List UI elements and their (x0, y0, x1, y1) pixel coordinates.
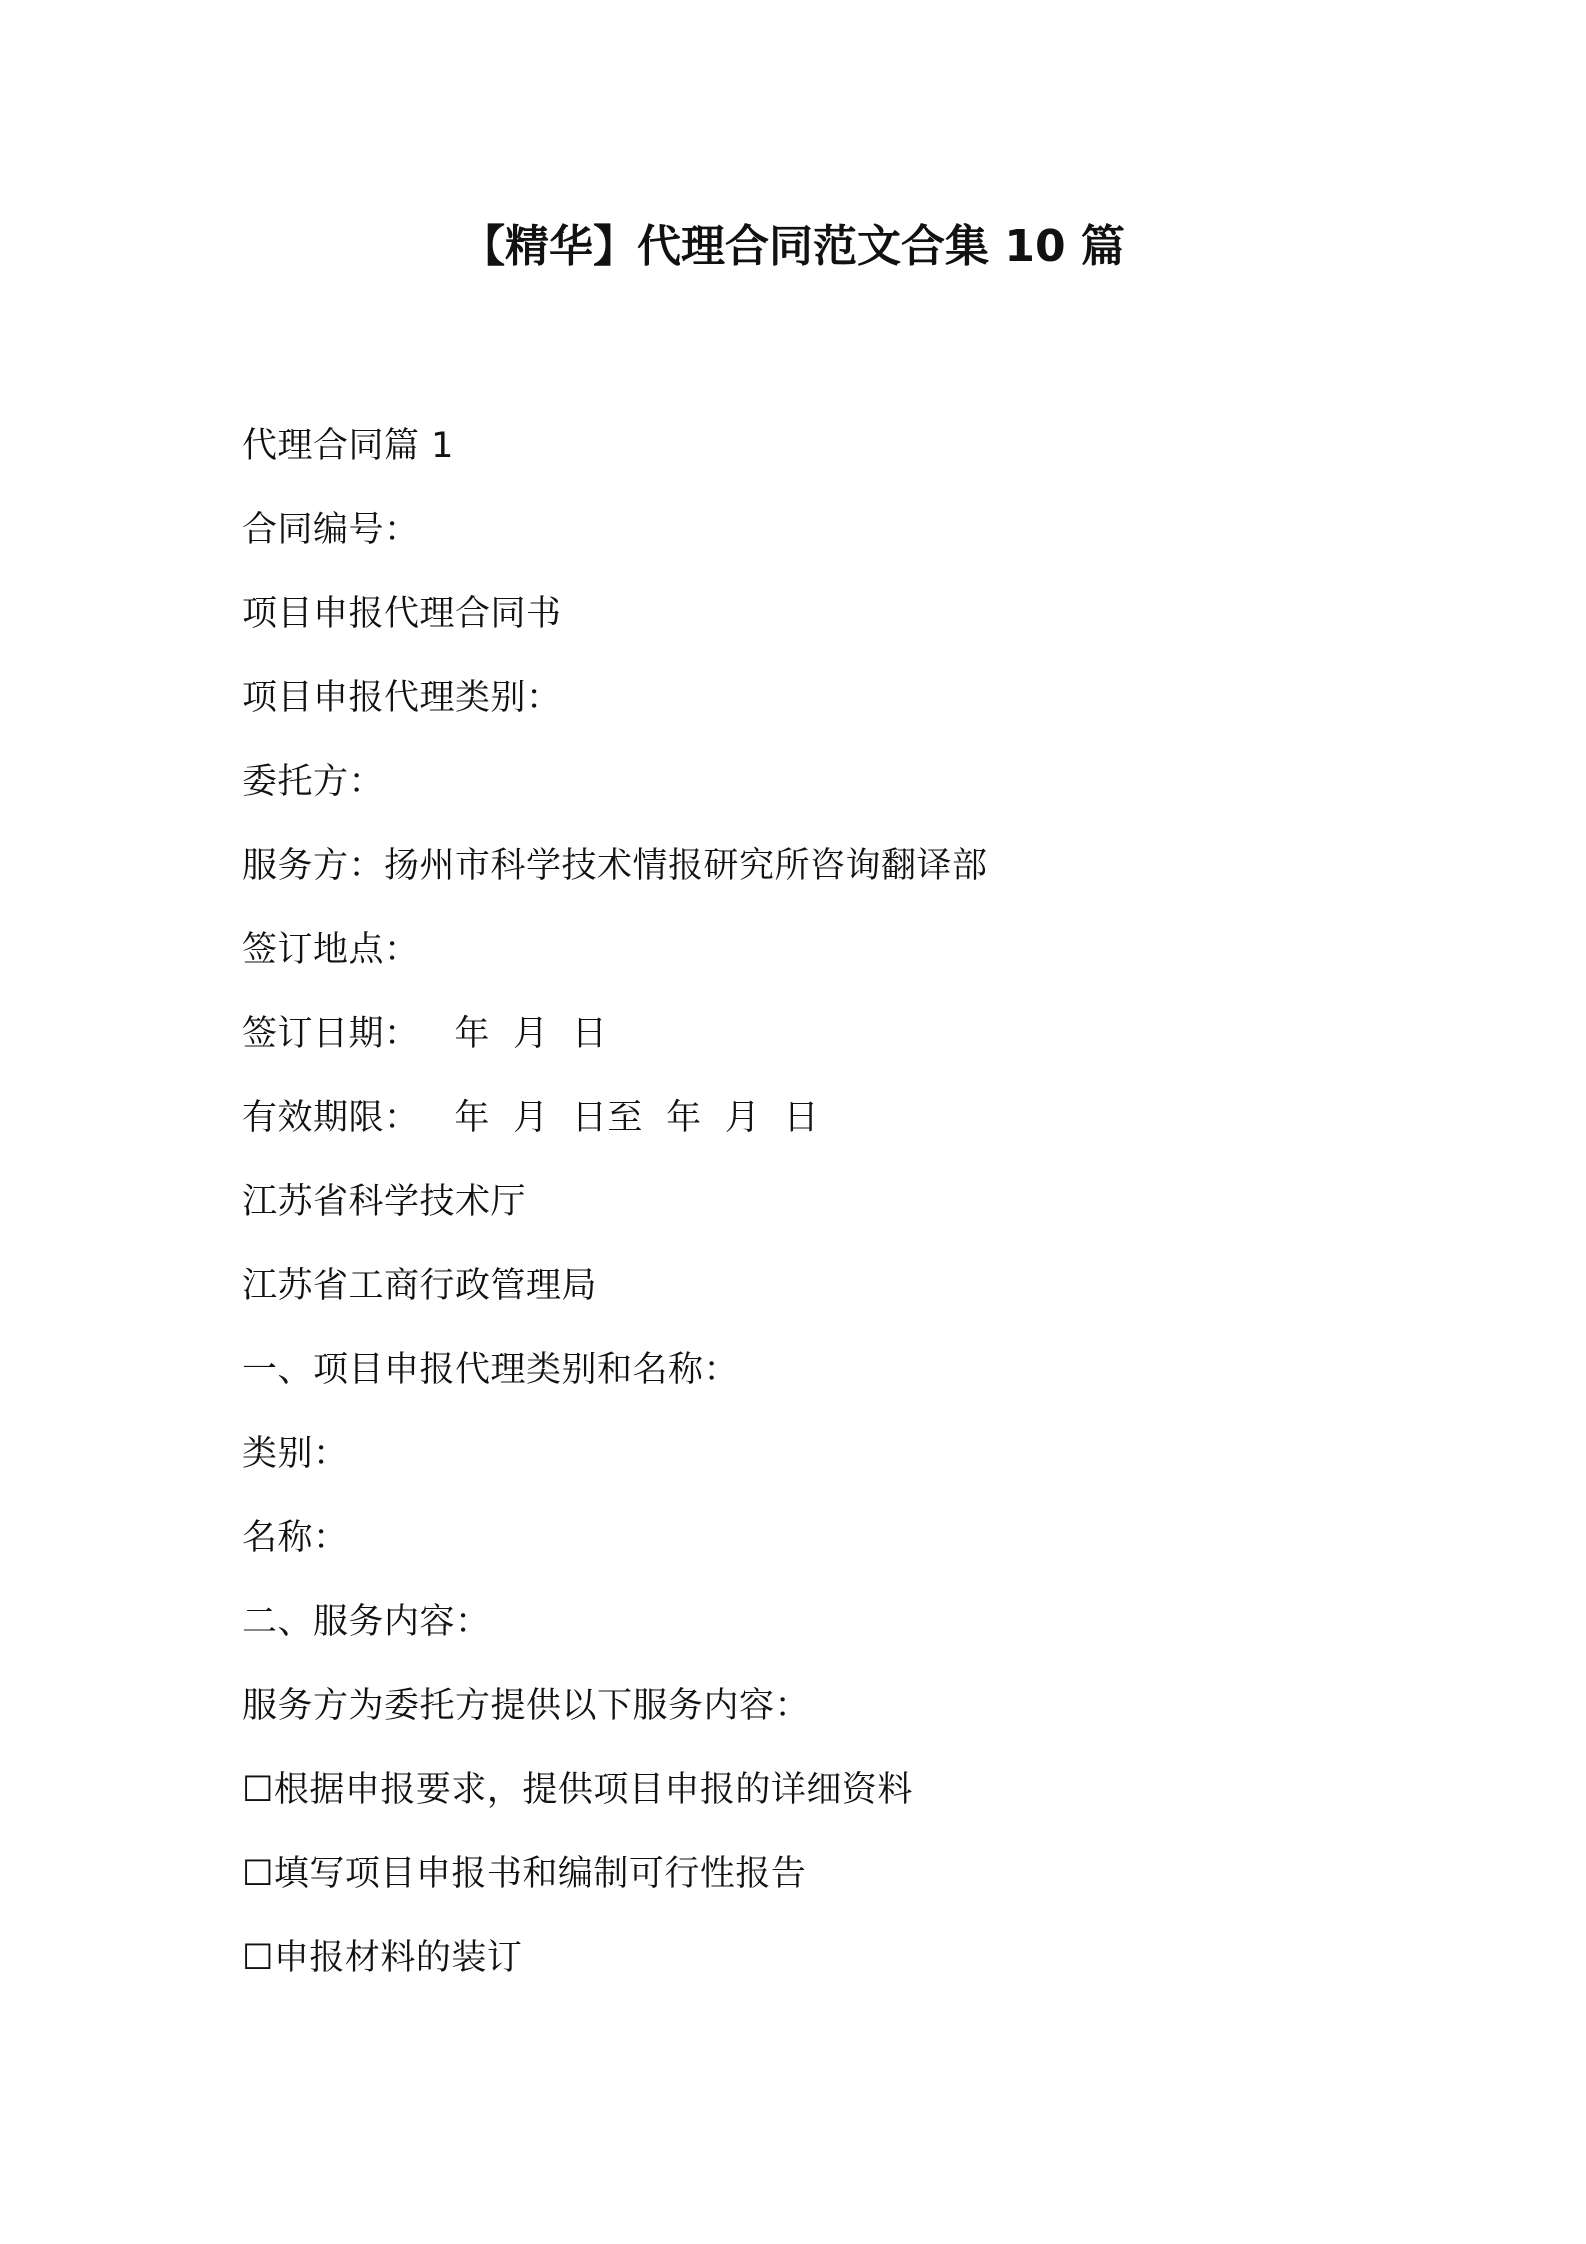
service-item-binding: ☐申报材料的装订 (242, 1938, 523, 1978)
service-item-materials: ☐根据申报要求，提供项目申报的详细资料 (242, 1770, 913, 1810)
signing-date-field: 签订日期： 年 月 日 (242, 1014, 608, 1054)
validity-period-field: 有效期限： 年 月 日至 年 月 日 (242, 1098, 820, 1138)
signing-place-field: 签订地点： (242, 930, 420, 970)
section-heading-contract-1: 代理合同篇 1 (242, 426, 454, 466)
client-field: 委托方： (242, 762, 385, 802)
name-field: 名称： (242, 1518, 349, 1558)
document-title: 【精华】代理合同范文合集 10 篇 (461, 221, 1125, 272)
agency-category-field: 项目申报代理类别： (242, 678, 562, 718)
contract-name-line: 项目申报代理合同书 (242, 594, 562, 634)
section-heading-services: 二、服务内容： (242, 1602, 491, 1642)
service-item-report: ☐填写项目申报书和编制可行性报告 (242, 1854, 807, 1894)
document-body (242, 404, 1442, 2000)
category-field: 类别： (242, 1434, 349, 1474)
section-heading-category: 一、项目申报代理类别和名称： (242, 1350, 740, 1390)
services-intro: 服务方为委托方提供以下服务内容： (242, 1686, 811, 1726)
issuer-commerce-bureau: 江苏省工商行政管理局 (242, 1266, 598, 1306)
service-provider-field: 服务方：扬州市科学技术情报研究所咨询翻译部 (242, 846, 988, 886)
contract-number-field: 合同编号： (242, 510, 420, 550)
issuer-science-dept: 江苏省科学技术厅 (242, 1182, 527, 1222)
